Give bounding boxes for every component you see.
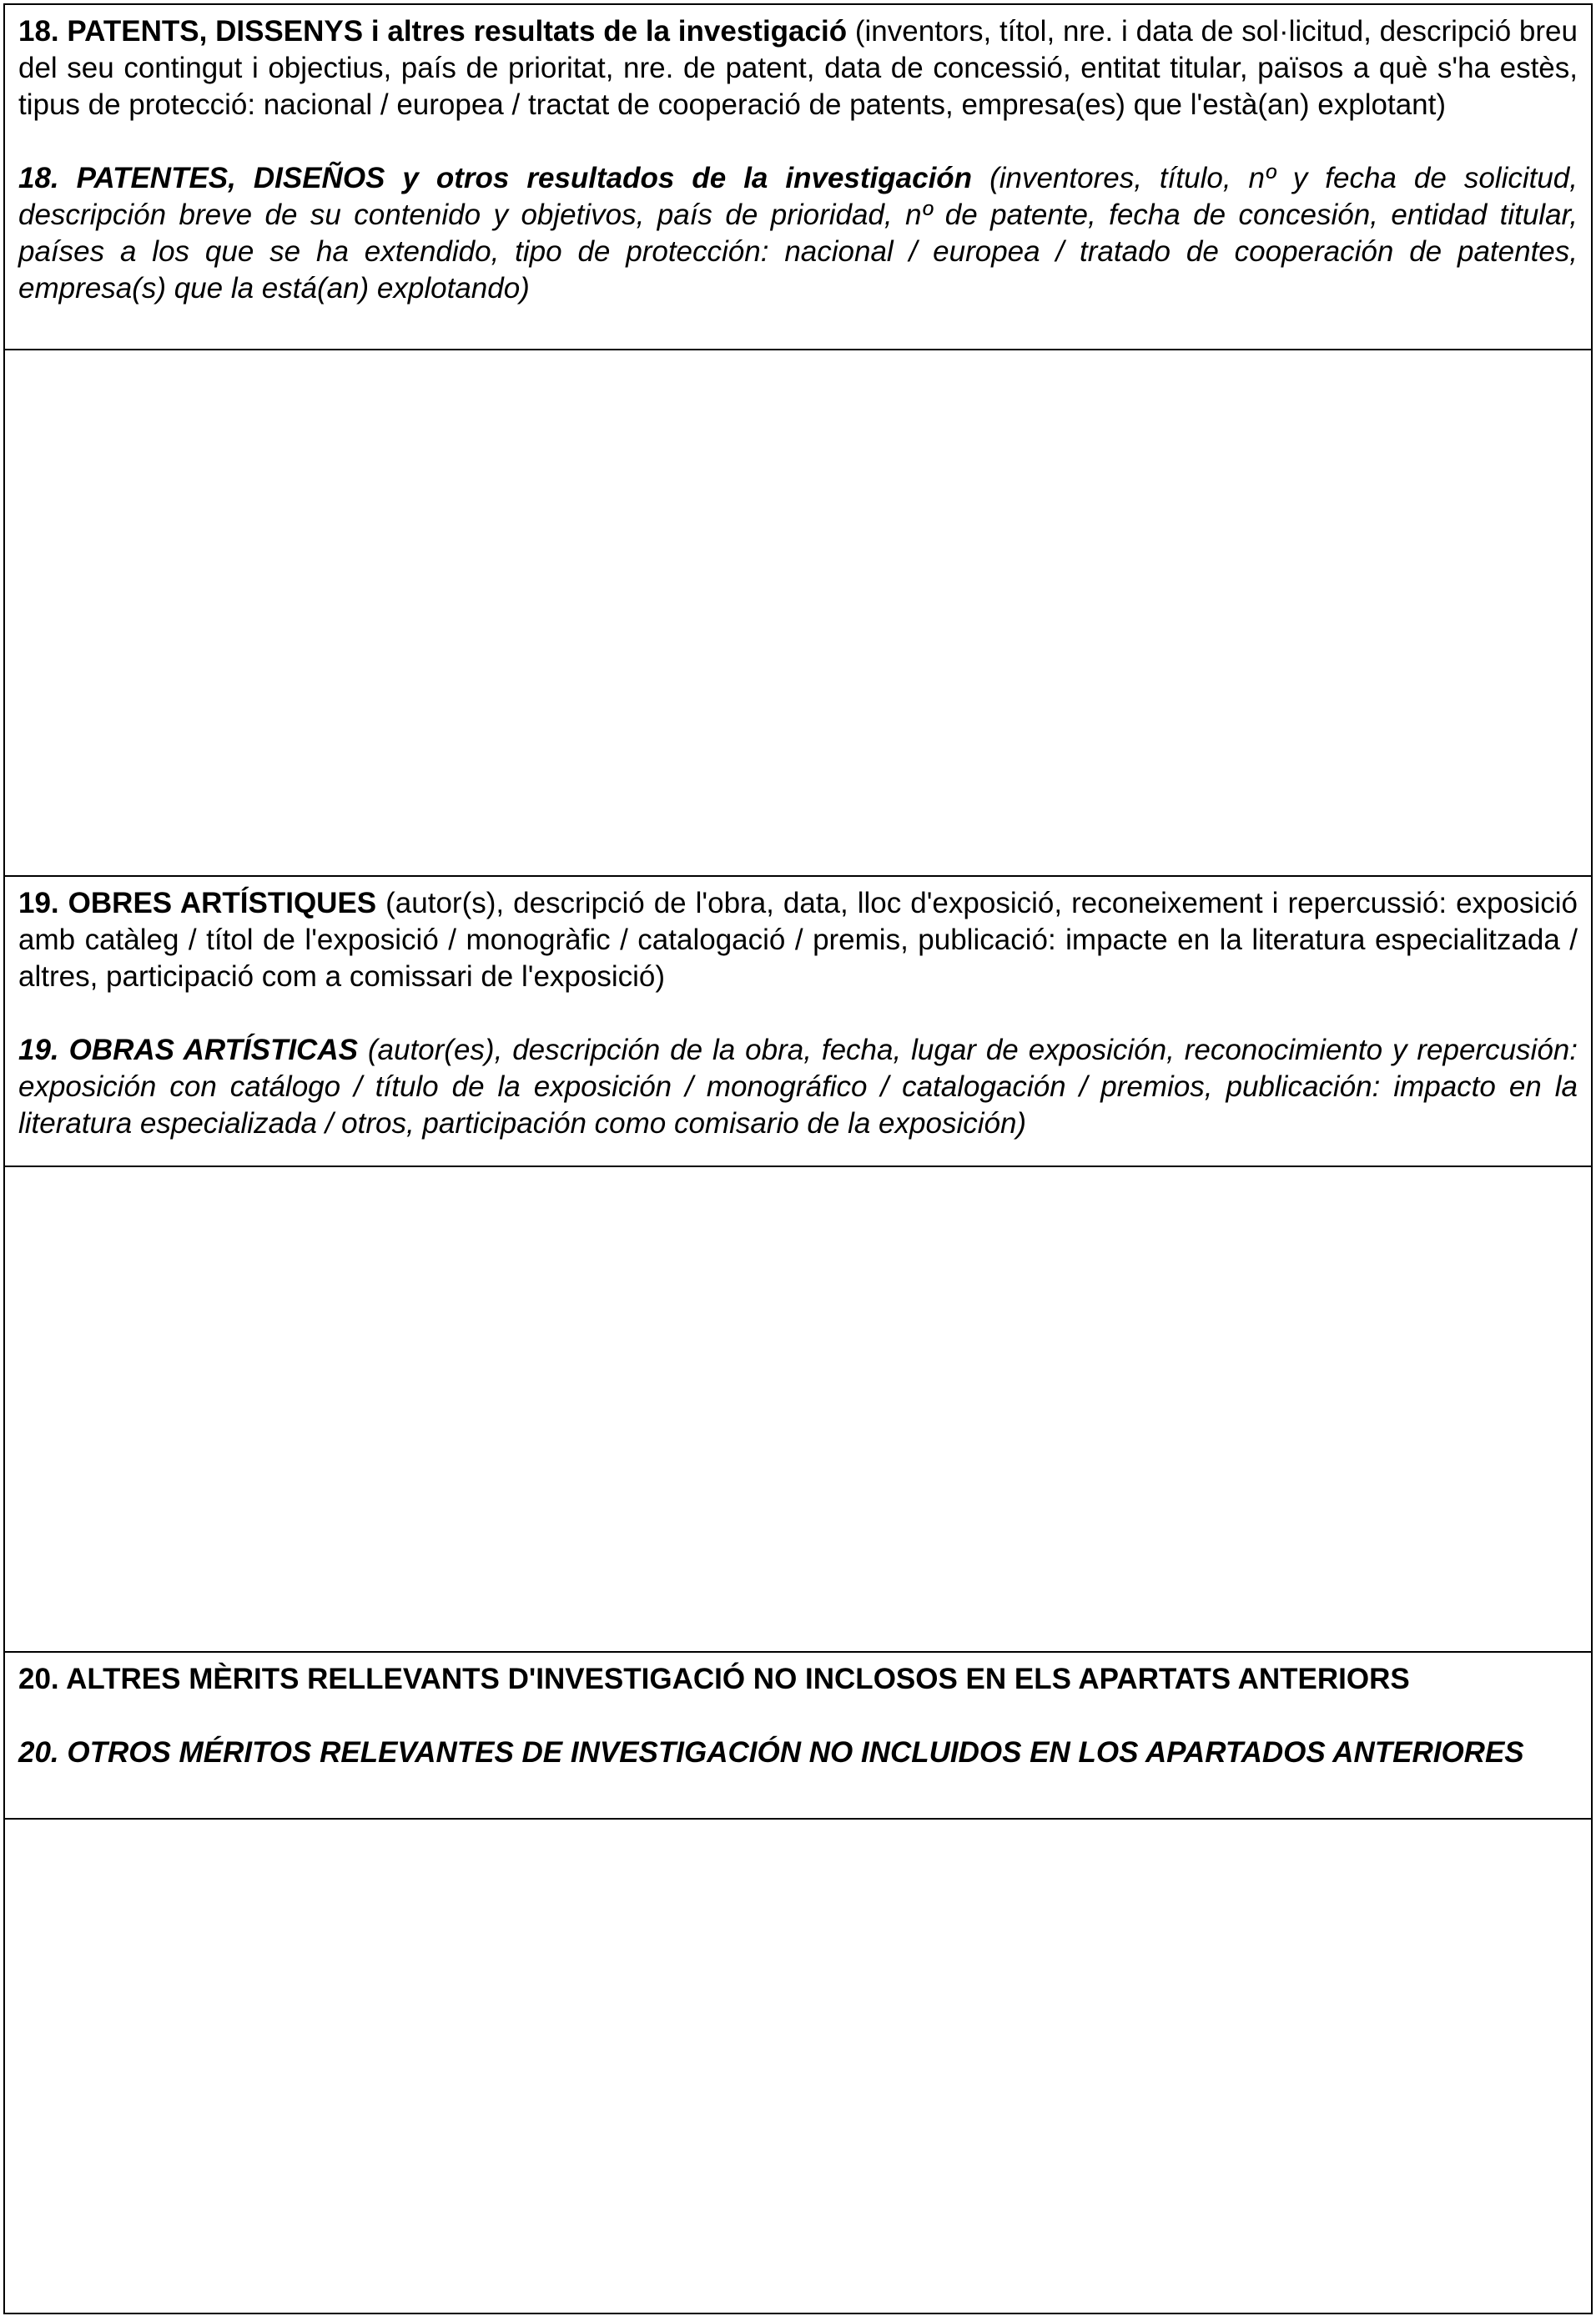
- section-18-header: [5, 5, 1591, 350]
- section-18-spanish-description: (inventores, título, nº y fecha de solicitud, descripción breve de su contenido y objetivos, país de prioridad, nº de patente, fecha de concesión, entidad titular, países a los que se ha extendido, tipo de protección: nacional / europea / tratado de cooperación de patentes, empresa(s) que la está(an) explotando): [18, 162, 1578, 305]
- section-19-catalan-title: 19. OBRES ARTÍSTIQUES: [18, 887, 377, 919]
- section-20-answer-field[interactable]: [5, 1820, 1591, 2313]
- section-19-spanish-description: (autor(es), descripción de la obra, fecha, lugar de exposición, reconocimiento y repercusión: exposición con catálogo / título de la exposición / monográfico / catalogación / premios, publicación: impacto en la literatura especializada / otros, participación como comisario de la exposición): [18, 1034, 1578, 1140]
- section-20-spanish-text: [18, 1734, 1578, 1771]
- section-19-catalan-text: [18, 885, 1578, 995]
- section-20-spanish-title: 20. OTROS MÉRITOS RELEVANTES DE INVESTIGACIÓN NO INCLUIDOS EN LOS APARTADOS ANTERIORES: [18, 1736, 1524, 1769]
- section-19-answer-field[interactable]: [5, 1167, 1591, 1653]
- section-18-answer-field[interactable]: [5, 350, 1591, 877]
- section-18-catalan-text: [18, 13, 1578, 123]
- section-18-spanish-title: 18. PATENTES, DISEÑOS y otros resultados de la investigación: [18, 162, 973, 194]
- section-18-spanish-text: [18, 160, 1578, 307]
- section-19-header: [5, 877, 1591, 1167]
- section-19-spanish-text: [18, 1032, 1578, 1142]
- section-20-catalan-title: 20. ALTRES MÈRITS RELLEVANTS D'INVESTIGACIÓ NO INCLOSOS EN ELS APARTATS ANTERIORS: [18, 1663, 1410, 1695]
- section-19-spanish-title: 19. OBRAS ARTÍSTICAS: [18, 1034, 358, 1066]
- section-19-catalan-description: (autor(s), descripció de l'obra, data, lloc d'exposició, reconeixement i repercussió: exposició amb catàleg / títol de l'exposició / monogràfic / catalogació / premis, publicació: impacte en la literatura especialitzada / altres, participació com a comissari de l'exposició): [18, 887, 1578, 993]
- section-20-catalan-text: [18, 1661, 1578, 1698]
- section-18-catalan-description: (inventors, títol, nre. i data de sol·licitud, descripció breu del seu contingut i objectius, país de prioritat, nre. de patent, data de concessió, entitat titular, països a què s'ha estès, tipus de protecció: nacional / europea / tractat de cooperació de patents, empresa(es) que l'està(an) explotant): [18, 15, 1578, 121]
- section-20-header: [5, 1653, 1591, 1820]
- cv-form-table: [3, 3, 1593, 2314]
- section-18-catalan-title: 18. PATENTS, DISSENYS i altres resultats de la investigació: [18, 15, 848, 48]
